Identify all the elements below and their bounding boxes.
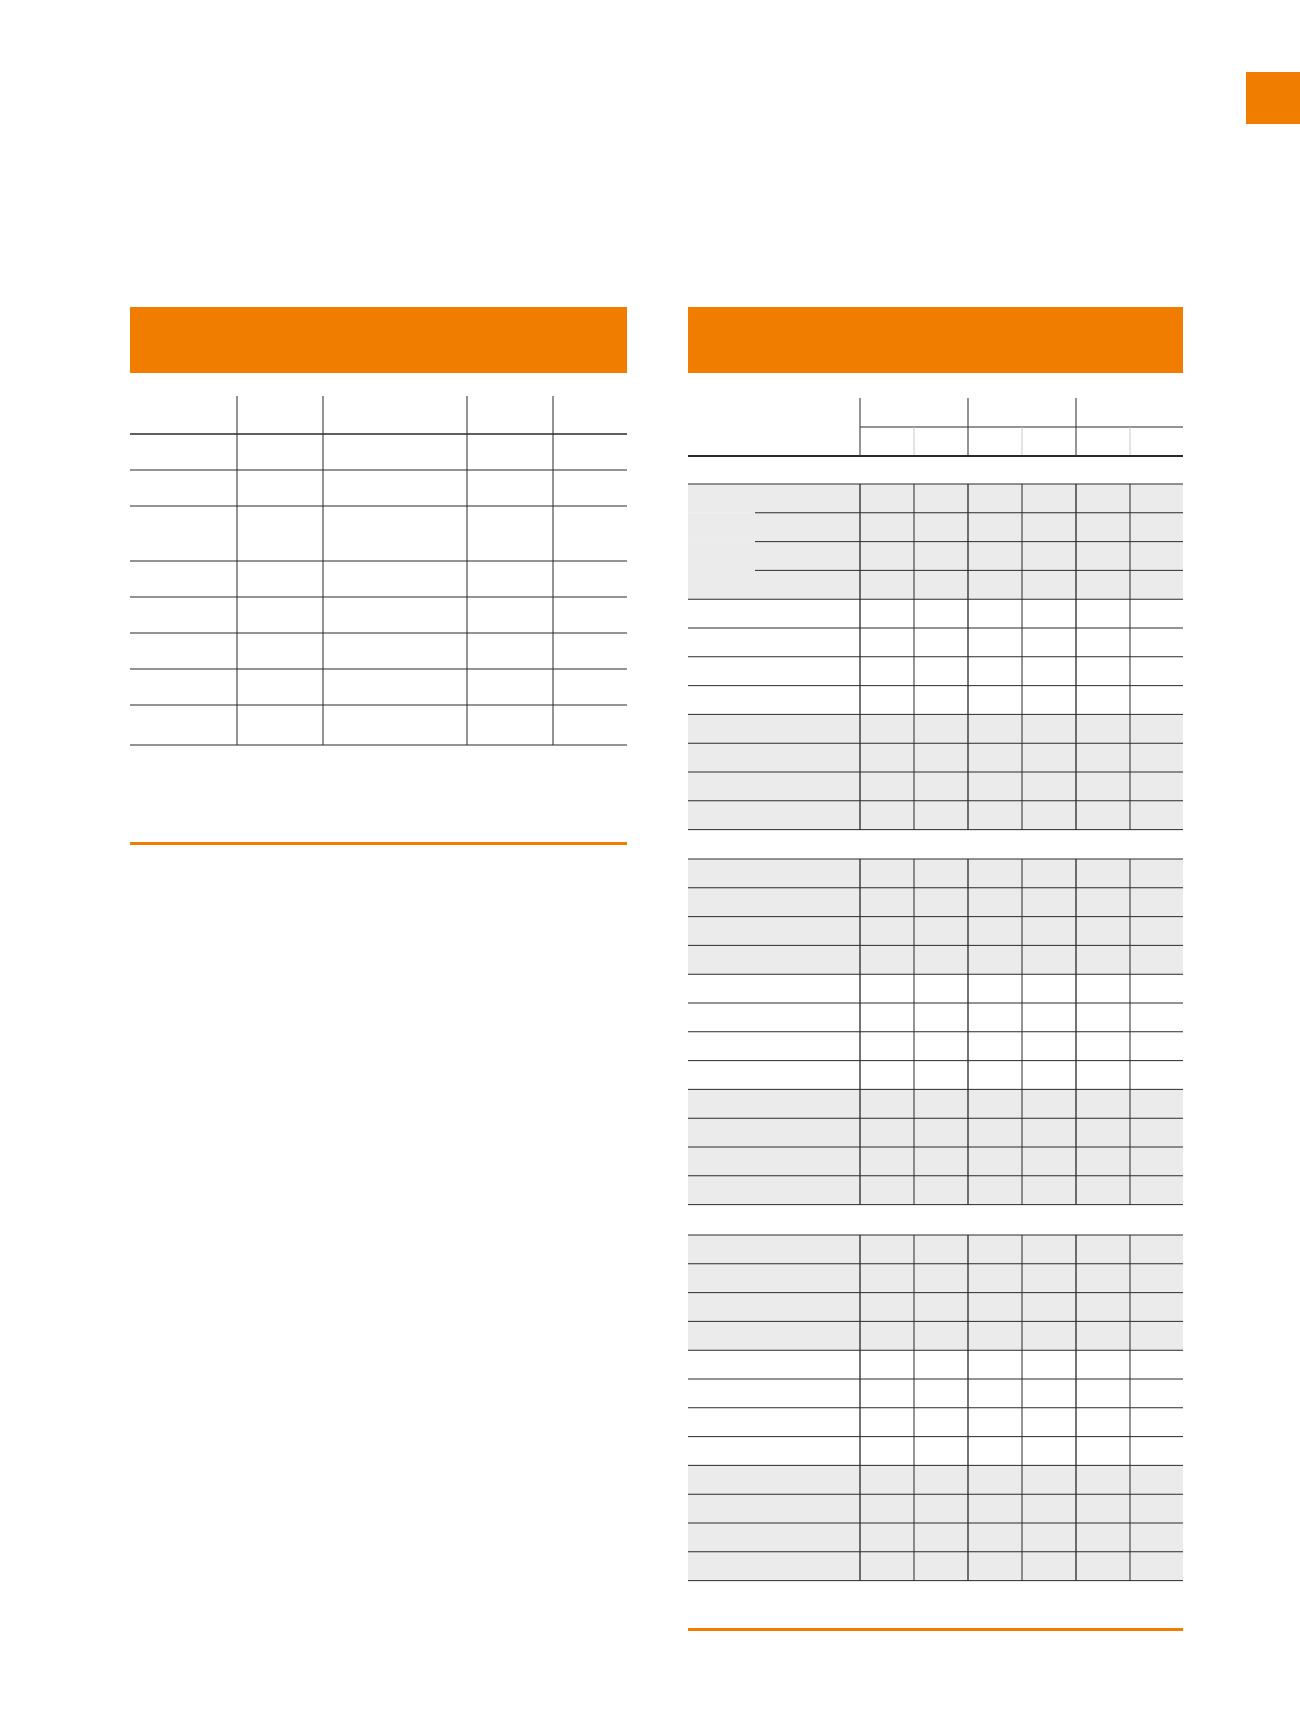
row-shade [688,542,1183,571]
row-shade [688,1552,1183,1581]
left-data-table [130,396,628,748]
left-panel-banner [130,307,627,373]
right-panel-banner [688,307,1183,373]
row-shade [688,513,1183,542]
row-shade [688,1147,1183,1176]
section-tab [1246,72,1300,124]
row-shade [688,1293,1183,1322]
row-shade [688,1523,1183,1552]
row-shade [688,484,1183,513]
row-shade [688,917,1183,946]
row-shade [688,570,1183,599]
row-shade [688,801,1183,830]
row-shade [688,1235,1183,1264]
row-shade [688,1321,1183,1350]
row-shade [688,859,1183,888]
left-panel-bottom-rule [130,842,627,845]
row-shade [688,1118,1183,1147]
row-shade [688,1176,1183,1205]
row-shade [688,1089,1183,1118]
row-shade [688,888,1183,917]
row-shade [688,945,1183,974]
row-shade [688,714,1183,743]
row-shade [688,743,1183,772]
right-data-table [688,398,1184,1593]
row-shade [688,1465,1183,1494]
row-shade [688,1494,1183,1523]
right-panel-bottom-rule [688,1628,1183,1631]
row-shade [688,772,1183,801]
row-shade [688,1264,1183,1293]
